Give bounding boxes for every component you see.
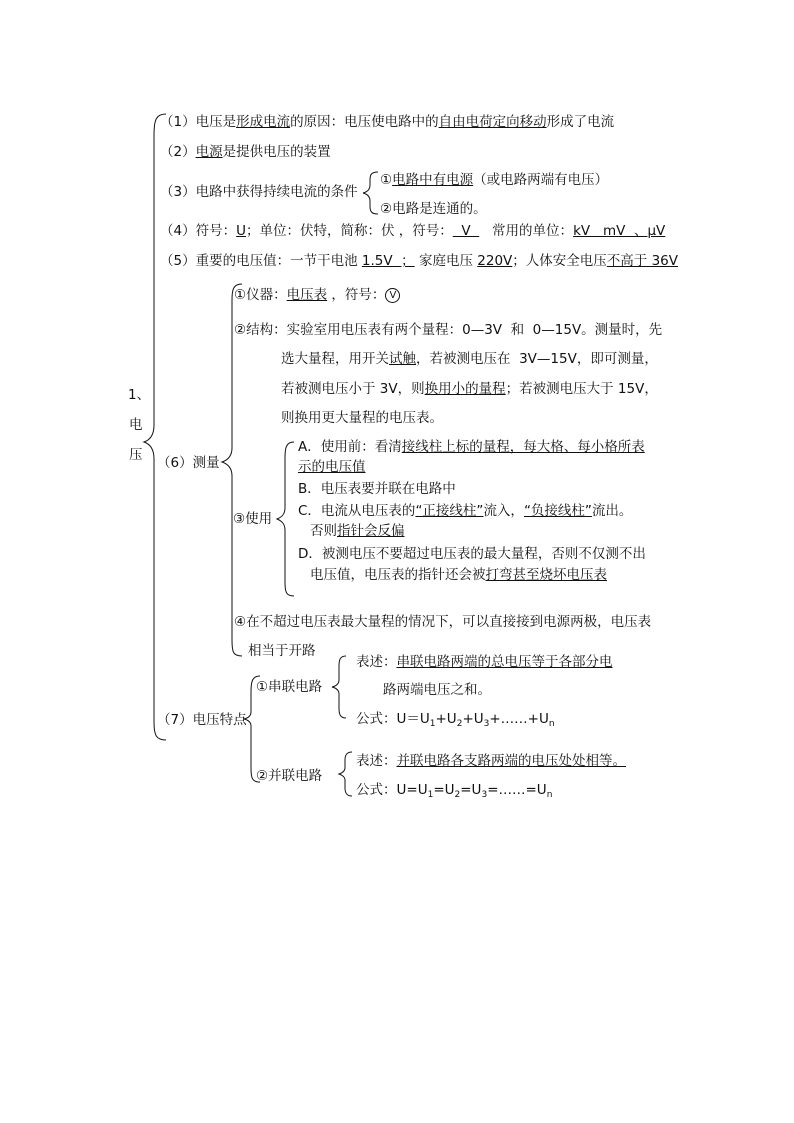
usage-D-line-1: D．被测电压不要超过电压表的最大量程，否则不仅测不出 xyxy=(298,546,646,562)
series-label: ①串联电路 xyxy=(256,679,323,695)
item-1 xyxy=(160,113,614,131)
item-7-label: （7）电压特点 xyxy=(157,712,247,728)
section-title-char-2: 压 xyxy=(129,447,143,463)
item-6-label: （6）测量 xyxy=(157,455,220,471)
condition-1-note: （或电路两端有电压） xyxy=(473,172,609,188)
item-2 xyxy=(160,143,331,161)
item-5-text-3: ；人体安全电压 xyxy=(512,253,607,269)
item-5-text-2: 家庭电压 xyxy=(414,253,478,269)
usage-D2-text: 电压值，电压表的指针还会被 xyxy=(310,567,486,583)
item-3-condition-2: ②电路是连通的。 xyxy=(380,201,487,217)
item-5-battery-voltage: 1.5V ； xyxy=(361,253,415,269)
item-1-underline-1: 形成电流 xyxy=(236,114,291,130)
structure-line-1: ②结构：实验室用电压表有两个量程：0—3V 和 0—15V。测量时，先 xyxy=(234,322,663,338)
main-brace xyxy=(144,114,166,740)
item-2-num: （2） xyxy=(160,144,196,160)
usage-A-underline: 接线柱上标的量程，每大格、每小格所表 xyxy=(401,439,645,455)
item-2-text: 是提供电压的装置 xyxy=(222,144,331,160)
parallel-brace xyxy=(339,752,352,796)
parallel-formula: 公式：$U=U_1=U_2=U_3=\dots\dots=U_n$ xyxy=(356,782,553,800)
item-4-text-2: ；单位：伏特，简称：伏 ，符号： xyxy=(245,223,453,239)
usage-C-line-2 xyxy=(310,522,405,540)
structure-l2-text-2: ，若被测电压在 3V—15V，即可测量， xyxy=(416,351,658,367)
parallel-desc-prefix: 表述： xyxy=(356,753,397,769)
usage-A-line-2: 示的电压值 xyxy=(298,459,366,475)
series-formula: 公式：$U=U_1+U_2+U_3+\dots\dots+U_n$ xyxy=(356,711,555,729)
series-desc-prefix: 表述： xyxy=(356,654,397,670)
usage-A-line-1 xyxy=(298,438,645,456)
section-title-char-1: 电 xyxy=(129,417,143,433)
parallel-label: ②并联电路 xyxy=(256,768,323,784)
usage-C-text-3: 流出。 xyxy=(591,503,633,519)
usage-C-text: C．电流从电压表的 xyxy=(298,503,416,519)
usage-B: B．电压表要并联在电路中 xyxy=(298,481,456,497)
item-4 xyxy=(160,222,665,240)
item-1-underline-2: 自由电荷定向移动 xyxy=(438,114,547,130)
instrument-text-2: ，符号： xyxy=(327,287,386,303)
usage-C-positive: “正接线柱” xyxy=(415,503,484,519)
condition-1-num: ① xyxy=(380,172,393,188)
parallel-desc-underline: 并联电路各支路两端的电压处处相等。 xyxy=(396,753,626,769)
structure-line-2 xyxy=(281,350,658,368)
item-3-condition-1 xyxy=(380,171,608,189)
structure-line-4: 则换用更大量程的电压表。 xyxy=(281,410,443,426)
usage-C2-text: 否则 xyxy=(310,523,337,539)
item-5-text: （5）重要的电压值：一节干电池 xyxy=(160,253,362,269)
measure-instrument xyxy=(234,286,400,304)
structure-l2-underline: 试触 xyxy=(389,351,416,367)
instrument-text: ①仪器： xyxy=(234,287,287,303)
item-5-home-voltage: 220V xyxy=(477,253,513,269)
usage-label: ③使用 xyxy=(233,511,273,527)
direct-connect-line-2: 相当于开路 xyxy=(248,643,316,659)
series-desc-line-1 xyxy=(356,653,613,671)
structure-l3-text-2: ；若被测电压大于 15V， xyxy=(505,381,658,397)
usage-brace xyxy=(277,442,294,596)
voltmeter-symbol-icon: V xyxy=(385,288,400,303)
item-3-label: （3）电路中获得持续电流的条件 xyxy=(160,184,358,200)
item-1-text-3: 形成了电流 xyxy=(546,114,615,130)
item-4-common-units: kV mV 、μV xyxy=(573,223,666,239)
usage-A-text: A．使用前：看清 xyxy=(298,439,402,455)
usage-C-negative: “负接线柱” xyxy=(523,503,592,519)
item-5-safe-voltage: 不高于 36V xyxy=(606,253,679,269)
usage-D2-underline: 打弯甚至烧坏电压表 xyxy=(485,567,607,583)
parallel-desc xyxy=(356,752,626,770)
instrument-name: 电压表 xyxy=(286,287,328,303)
usage-C2-underline: 指针会反偏 xyxy=(337,523,405,539)
item-2-underline: 电源 xyxy=(195,144,223,160)
item-1-text-2: 的原因：电压使电路中的 xyxy=(290,114,439,130)
section-number: 1、 xyxy=(128,387,151,403)
usage-D-line-2 xyxy=(310,566,607,584)
structure-line-3 xyxy=(281,380,658,398)
condition-brace xyxy=(363,172,378,214)
item-4-unit-symbol: V xyxy=(452,223,480,239)
item-4-text-3: 常用的单位： xyxy=(479,223,574,239)
usage-C-text-2: 流入， xyxy=(483,503,524,519)
structure-l2-text: 选大量程，用开关 xyxy=(281,351,389,367)
series-desc-line-2: 路两端电压之和。 xyxy=(383,682,491,698)
structure-l3-text: 若被测电压小于 3V，则 xyxy=(281,381,425,397)
series-desc-underline: 串联电路两端的总电压等于各部分电 xyxy=(396,654,613,670)
item-5 xyxy=(160,252,678,270)
item-1-text: （1）电压是 xyxy=(160,114,237,130)
measure-brace xyxy=(222,284,242,656)
condition-1-underline: 电路中有电源 xyxy=(392,172,474,188)
item-4-text: （4）符号： xyxy=(160,223,237,239)
structure-l3-underline: 换用小的量程 xyxy=(424,381,506,397)
item-4-symbol: U xyxy=(236,223,246,239)
usage-C-line-1 xyxy=(298,502,632,520)
series-brace xyxy=(332,656,346,718)
direct-connect-line-1: ④在不超过电压表最大量程的情况下，可以直接接到电源两极，电压表 xyxy=(234,614,652,630)
